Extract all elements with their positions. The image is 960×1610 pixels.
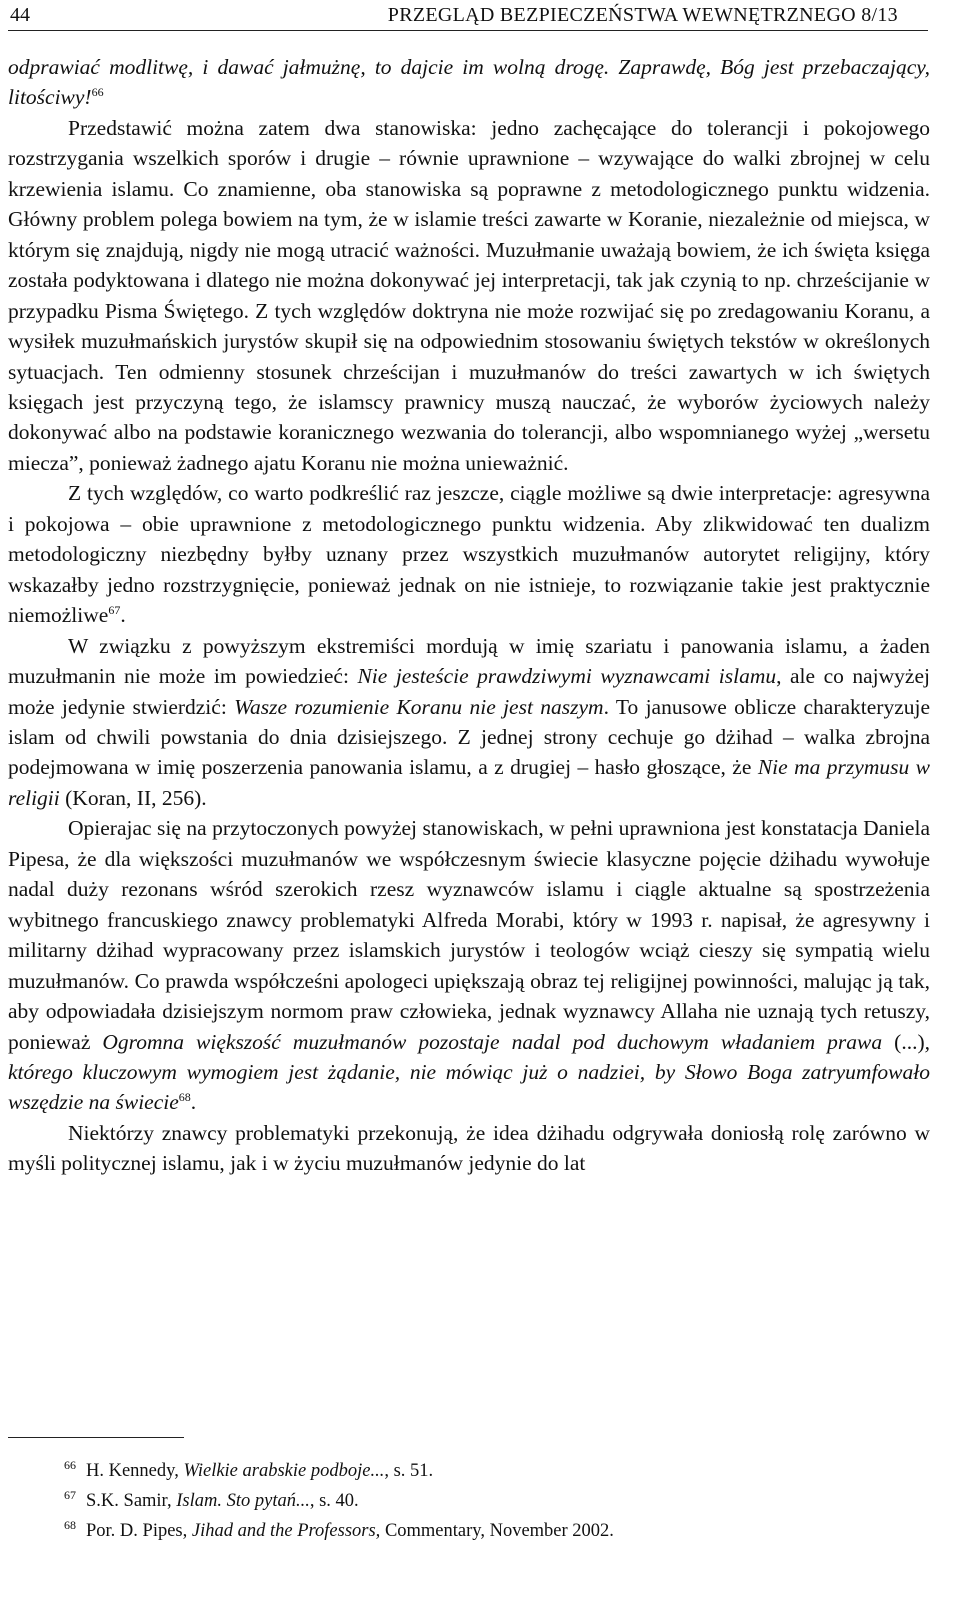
footnote-separator xyxy=(8,1437,184,1438)
quote-italic: Nie ma przymusu w religii xyxy=(8,755,930,810)
footnote-66 xyxy=(64,1456,930,1486)
paragraph-1 xyxy=(8,52,930,113)
paragraph-text: W związku z powyższym ekstremiści mordują w imię szariatu i panowania islamu, a żaden muzułmanin nie może im powiedzieć: xyxy=(8,633,930,689)
quote-italic: Nie jesteście prawdziwymi wyznawcami islamu xyxy=(357,664,777,689)
paragraph-2 xyxy=(8,113,930,478)
paragraph-6 xyxy=(8,1118,930,1179)
paragraph-text: . To janusowe oblicze charakteryzuje islam od chwili powstania do dnia dzisiejszego. Z jednej strony cechuje go dżihad – walka zbrojna podejmowana w imię poszerzenia panowania islamu, a z drugiej – hasło głoszące, że xyxy=(8,694,931,780)
paragraph-text: Opierajac się na przytoczonych powyżej stanowiskach, w pełni uprawniona jest konstatacja Daniela Pipesa, że dla większości muzułmanów we współczesnym świecie klasyczne pojęcie dżihadu wywołuje nadal duży rezonans wśród szerokich rzesz wyznawców islamu i ciągle aktualne są spostrzeżenia wybitnego francuskiego znawcy problematyki Alfreda Morabi, który w 1993 r. napisał, że agresywny i militarny dżihad wypracowany przez islamskich jurystów i teologów wciąż cieszy się sympatią wielu muzułmanów. Co prawda współcześni apologeci upiększają obraz tej religijnej powinności, malując ją tak, aby odpowiadała dzisiejszym normom praw człowieka, jednak wyznawcy Allaha nie uznają tych retuszy, ponieważ xyxy=(8,816,930,1054)
running-header xyxy=(8,2,928,31)
footnote-number: 68 xyxy=(64,1518,76,1532)
paragraph-text: , ale co najwyżej może jedynie stwierdzić: xyxy=(8,664,930,719)
quote-italic: Wasze rozumienie Koranu nie jest naszym xyxy=(234,694,604,719)
footnote-text: Por. D. Pipes, xyxy=(86,1521,192,1541)
footnotes xyxy=(64,1456,930,1546)
footnote-text: , s. 40. xyxy=(309,1491,359,1511)
paragraph-text: Przedstawić można zatem dwa stanowiska: jedno zachęcające do tolerancji i pokojowego rozstrzygania wszelkich sporów i drugie – równie uprawnione – wzywające do walki zbrojnej w celu krzewienia islamu. Co znamienne, oba stanowiska są poprawne z metodologicznego punktu widzenia. Główny problem polega bowiem na tym, że w islamie treści zawarte w Koranie, niezależnie od miejsca, w którym się znajdują, nigdy nie mogą utracić ważności. Muzułmanie uważają bowiem, że ich święta księga została podyktowana i dlatego nie można dokonywać jej interpretacji, tak jak czynią to np. chrześcijanie w przypadku Pisma Świętego. Z tych względów doktryna nie może rozwijać się po zredagowaniu Koranu, a wysiłek muzułmańskich jurystów skupił się na odpowiednim stosowaniu świętych tekstów w określonych sytuacjach. Ten odmienny stosunek chrześcijan i muzułmanów do treści zawartych w ich świętych księgach jest przyczyną tego, że islamscy prawnicy muszą nauczać, że wyborów życiowych należy dokonywać albo na podstawie koranicznego wezwania do tolerancji, albo wspomnianego wyżej „wersetu miecza”, ponieważ żadnego ajatu Koranu nie można unieważnić. xyxy=(8,115,930,475)
footnote-text: Commentary, November 2002. xyxy=(380,1521,614,1541)
journal-title: PRZEGLĄD BEZPIECZEŃSTWA WEWNĘTRZNEGO 8/13 xyxy=(387,4,898,26)
paragraph-4 xyxy=(8,631,930,814)
footnote-title: Jihad and the Professors, xyxy=(191,1521,381,1541)
footnote-text: H. Kennedy, xyxy=(86,1461,184,1481)
footnote-title: Wielkie arabskie podboje... xyxy=(183,1461,385,1481)
footnote-text: , s. 51. xyxy=(384,1461,434,1481)
paragraph-3 xyxy=(8,478,930,630)
paragraph-text: (Koran, II, 256). xyxy=(59,785,207,810)
quote-italic: odprawiać modlitwę, i dawać jałmużnę, to dajcie im wolną drogę. Zaprawdę, Bóg jest przebaczający, litościwy! xyxy=(8,55,930,110)
footnote-68 xyxy=(64,1516,930,1546)
paragraph-5 xyxy=(8,813,930,1118)
footnote-ref-68[interactable]: 68 xyxy=(178,1090,191,1105)
paragraph-text: (...) xyxy=(882,1029,925,1054)
footnote-number: 67 xyxy=(64,1488,76,1502)
page-number: 44 xyxy=(10,4,30,26)
footnote-ref-66[interactable]: 66 xyxy=(91,85,104,100)
paragraph-text: Z tych względów, co warto podkreślić raz jeszcze, ciągle możliwe są dwie interpretacje: agresywna i pokojowa – obie uprawnione z metodologicznego punktu widzenia. Aby zlikwidować ten dualizm metodologiczny niezbędny byłby uznany przez wszystkich muzułmanów autorytet religijny, który wskazałby jedno rozstrzygnięcie, ponieważ jednak on nie istnieje, to rozwiązanie takie jest praktycznie niemożliwe xyxy=(8,481,930,628)
footnote-67 xyxy=(64,1486,930,1516)
quote-italic: Ogromna większość muzułmanów pozostaje nadal pod duchowym władaniem prawa xyxy=(102,1029,883,1054)
footnote-ref-67[interactable]: 67 xyxy=(108,603,121,618)
body-text xyxy=(8,52,930,1179)
paragraph-text: . xyxy=(120,603,126,628)
quote-italic: , którego kluczowym wymogiem jest żądanie, nie mówiąc już o nadziei, by Słowo Boga zatryumfowało wszędzie na świecie xyxy=(8,1029,930,1115)
paragraph-text: Niektórzy znawcy problematyki przekonują, że idea dżihadu odgrywała doniosłą rolę zarówno w myśli politycznej islamu, jak i w życiu muzułmanów jedynie do lat xyxy=(8,1120,930,1176)
footnote-text: S.K. Samir, xyxy=(86,1491,177,1511)
footnote-title: Islam. Sto pytań... xyxy=(176,1491,310,1511)
footnote-number: 66 xyxy=(64,1458,76,1472)
paragraph-text: . xyxy=(190,1090,197,1115)
